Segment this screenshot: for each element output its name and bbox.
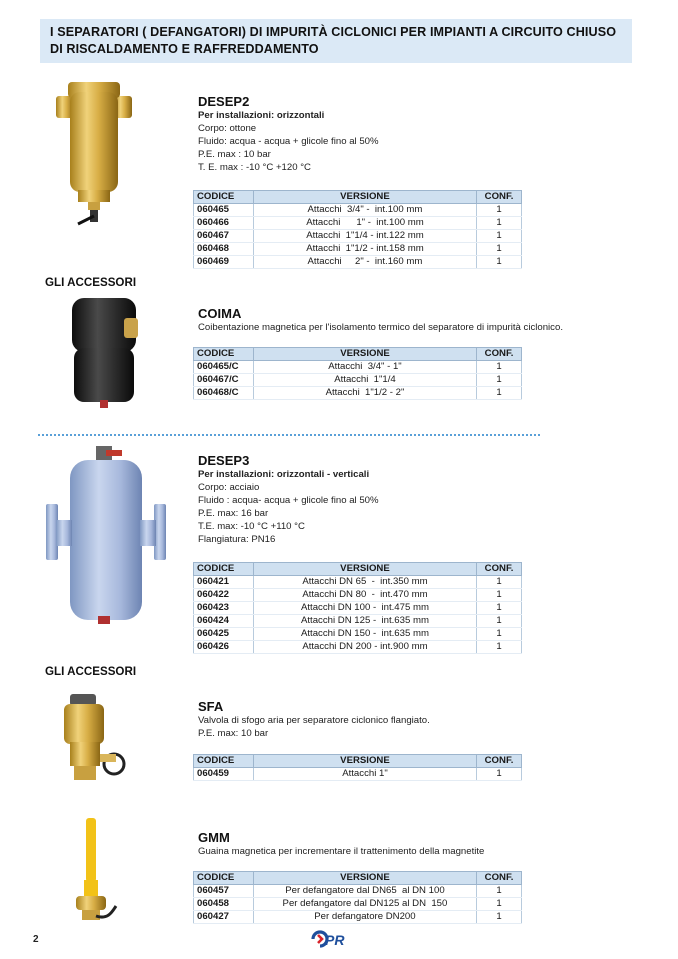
row-code: 060469 [194, 256, 254, 269]
coima-table [193, 347, 522, 400]
page-number: 2 [33, 934, 39, 945]
header-title-line2: DI RISCALDAMENTO E RAFFREDDAMENTO [50, 42, 319, 56]
table-row [194, 387, 522, 400]
desep3-spec-temperature: T.E. max: -10 °C +110 °C [198, 521, 305, 532]
row-code: 060427 [194, 911, 254, 924]
desep2-table [193, 190, 522, 269]
table-row [194, 911, 522, 924]
desep3-spec-flange: Flangiatura: PN16 [198, 534, 276, 545]
desep3-spec-fluid: Fluido : acqua- acqua + glicole fino al 50% [198, 495, 379, 506]
row-conf: 1 [477, 204, 522, 217]
row-code: 060426 [194, 641, 254, 654]
row-code: 060422 [194, 589, 254, 602]
row-code: 060425 [194, 628, 254, 641]
table-row [194, 898, 522, 911]
gmm-title: GMM [198, 830, 230, 845]
row-conf: 1 [477, 641, 522, 654]
col-header-version: VERSIONE [253, 348, 476, 361]
desep3-title: DESEP3 [198, 453, 250, 468]
col-header-code: CODICE [194, 563, 254, 576]
desep2-spec-pressure: P.E. max : 10 bar [198, 149, 271, 160]
logo-text: PR [325, 932, 345, 948]
row-version: Attacchi 2" - int.160 mm [253, 256, 476, 269]
row-conf: 1 [477, 243, 522, 256]
row-version: Attacchi DN 200 - int.900 mm [253, 641, 476, 654]
row-conf: 1 [477, 911, 522, 924]
desep3-spec-pressure: P.E. max: 16 bar [198, 508, 269, 519]
col-header-conf: CONF. [477, 872, 522, 885]
row-conf: 1 [477, 628, 522, 641]
table-row [194, 885, 522, 898]
desep3-subtitle: Per installazioni: orizzontali - verticali [198, 469, 370, 480]
sfa-spec-pressure: P.E. max: 10 bar [198, 728, 269, 739]
row-code: 060423 [194, 602, 254, 615]
col-header-code: CODICE [194, 755, 254, 768]
row-conf: 1 [477, 387, 522, 400]
row-code: 060424 [194, 615, 254, 628]
desep3-section [198, 453, 379, 546]
row-version: Attacchi 3/4" - int.100 mm [253, 204, 476, 217]
desep2-spec-fluid: Fluido: acqua - acqua + glicole fino al 50% [198, 136, 379, 147]
row-version: Attacchi DN 65 - int.350 mm [253, 576, 476, 589]
table-header-row [194, 348, 522, 361]
row-version: Attacchi 1"1/4 - int.122 mm [253, 230, 476, 243]
table-row [194, 589, 522, 602]
desep2-spec-temperature: T. E. max : -10 °C +120 °C [198, 162, 311, 173]
row-conf: 1 [477, 217, 522, 230]
table-header-row [194, 563, 522, 576]
sfa-section [198, 699, 430, 740]
gmm-product-image [72, 818, 122, 926]
desep3-spec-body: Corpo: acciaio [198, 482, 260, 493]
col-header-conf: CONF. [477, 348, 522, 361]
row-code: 060465/C [194, 361, 254, 374]
table-row [194, 628, 522, 641]
table-row [194, 768, 522, 781]
page-header [40, 19, 632, 63]
table-row [194, 204, 522, 217]
row-conf: 1 [477, 230, 522, 243]
row-conf: 1 [477, 885, 522, 898]
section-divider [38, 434, 540, 436]
table-row [194, 641, 522, 654]
row-version: Per defangatore dal DN65 al DN 100 [253, 885, 476, 898]
col-header-conf: CONF. [477, 755, 522, 768]
row-conf: 1 [477, 374, 522, 387]
desep3-product-image [46, 446, 166, 626]
sfa-description: Valvola di sfogo aria per separatore ciclonico flangiato. [198, 715, 430, 726]
accessories-label-1: GLI ACCESSORI [45, 276, 137, 289]
col-header-conf: CONF. [477, 191, 522, 204]
coima-description: Coibentazione magnetica per l'isolamento termico del separatore di impurità ciclonico. [198, 322, 563, 333]
col-header-version: VERSIONE [253, 563, 476, 576]
col-header-version: VERSIONE [253, 191, 476, 204]
row-conf: 1 [477, 256, 522, 269]
col-header-version: VERSIONE [253, 872, 476, 885]
gmm-description: Guaina magnetica per incrementare il trattenimento della magnetite [198, 846, 485, 857]
row-version: Attacchi DN 125 - int.635 mm [253, 615, 476, 628]
table-header-row [194, 755, 522, 768]
desep2-section [198, 94, 379, 174]
row-code: 060465 [194, 204, 254, 217]
row-version: Attacchi 1" [253, 768, 476, 781]
sfa-product-image [60, 694, 130, 790]
row-version: Per defangatore dal DN125 al DN 150 [253, 898, 476, 911]
row-code: 060458 [194, 898, 254, 911]
col-header-code: CODICE [194, 191, 254, 204]
row-version: Attacchi 1"1/4 [253, 374, 476, 387]
desep2-subtitle: Per installazioni: orizzontali [198, 110, 325, 121]
col-header-conf: CONF. [477, 563, 522, 576]
table-row [194, 217, 522, 230]
coima-product-image [64, 298, 144, 410]
accessories-label-2: GLI ACCESSORI [45, 665, 137, 678]
row-conf: 1 [477, 361, 522, 374]
desep3-table [193, 562, 522, 654]
table-row [194, 230, 522, 243]
row-version: Attacchi 3/4" - 1" [253, 361, 476, 374]
sfa-title: SFA [198, 699, 224, 714]
row-conf: 1 [477, 615, 522, 628]
col-header-version: VERSIONE [253, 755, 476, 768]
row-code: 060467/C [194, 374, 254, 387]
row-conf: 1 [477, 576, 522, 589]
row-code: 060468 [194, 243, 254, 256]
row-version: Per defangatore DN200 [253, 911, 476, 924]
row-code: 060467 [194, 230, 254, 243]
table-row [194, 256, 522, 269]
header-title-line1: I SEPARATORI ( DEFANGATORI) DI IMPURITÀ CICLONICI PER IMPIANTI A CIRCUITO CHIUSO [50, 25, 617, 39]
col-header-code: CODICE [194, 872, 254, 885]
cpr-logo [309, 929, 359, 949]
table-row [194, 576, 522, 589]
table-row [194, 615, 522, 628]
table-header-row [194, 872, 522, 885]
col-header-code: CODICE [194, 348, 254, 361]
desep2-spec-body: Corpo: ottone [198, 123, 257, 134]
table-header-row [194, 191, 522, 204]
row-code: 060421 [194, 576, 254, 589]
gmm-section [198, 830, 484, 858]
row-version: Attacchi DN 150 - int.635 mm [253, 628, 476, 641]
desep2-title: DESEP2 [198, 94, 250, 109]
row-version: Attacchi DN 100 - int.475 mm [253, 602, 476, 615]
row-conf: 1 [477, 898, 522, 911]
coima-title: COIMA [198, 306, 242, 321]
sfa-table [193, 754, 522, 781]
row-code: 060466 [194, 217, 254, 230]
row-code: 060459 [194, 768, 254, 781]
row-version: Attacchi DN 80 - int.470 mm [253, 589, 476, 602]
table-row [194, 361, 522, 374]
table-row [194, 602, 522, 615]
row-conf: 1 [477, 589, 522, 602]
row-version: Attacchi 1"1/2 - int.158 mm [253, 243, 476, 256]
row-version: Attacchi 1" - int.100 mm [253, 217, 476, 230]
row-conf: 1 [477, 602, 522, 615]
row-version: Attacchi 1"1/2 - 2" [253, 387, 476, 400]
desep2-product-image [48, 82, 140, 228]
table-row [194, 374, 522, 387]
table-row [194, 243, 522, 256]
row-conf: 1 [477, 768, 522, 781]
row-code: 060457 [194, 885, 254, 898]
gmm-table [193, 871, 522, 924]
row-code: 060468/C [194, 387, 254, 400]
coima-section [198, 306, 563, 334]
